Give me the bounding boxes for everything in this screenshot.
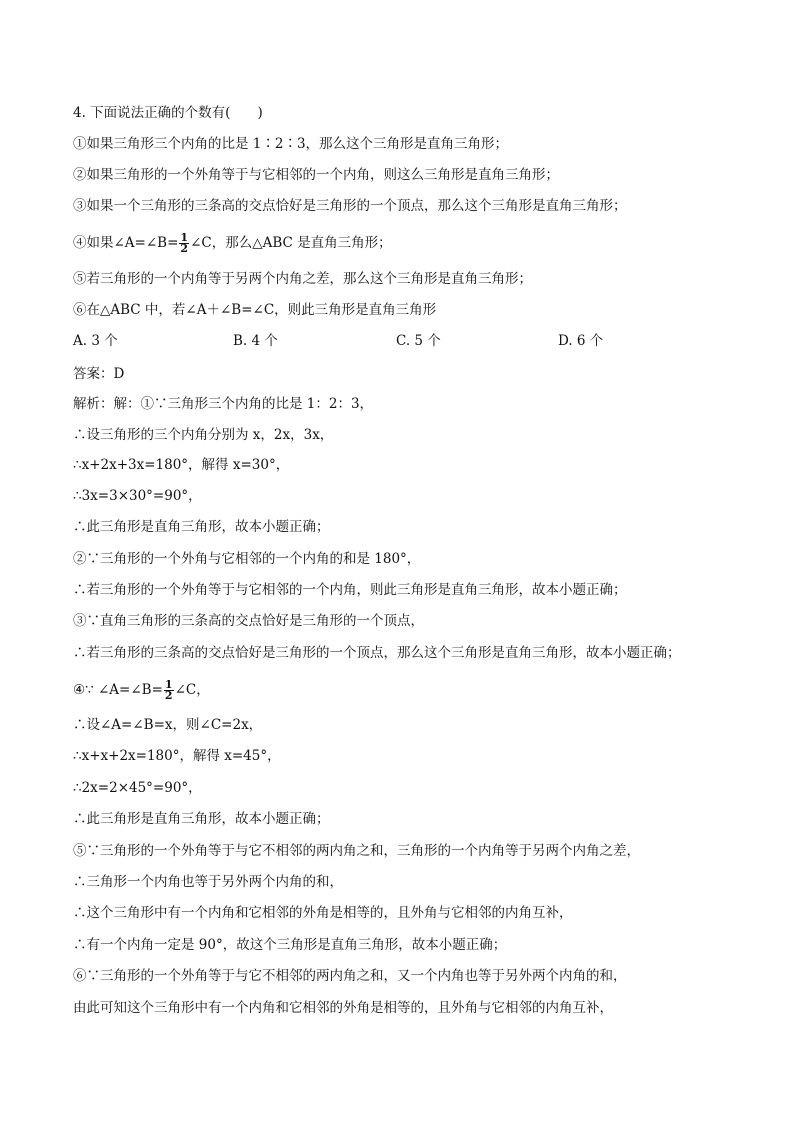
statement-6: ⑥在△ABC 中，若∠A＋∠B=∠C，则此三角形是直角三角形 xyxy=(73,302,437,318)
analysis-line-4: ∴3x=3×30°=90°， xyxy=(73,488,202,504)
statement-4-equation: ∠A=∠B= xyxy=(113,235,179,251)
fraction-denominator-2: 2 xyxy=(164,689,173,702)
statement-1: ①如果三角形三个内角的比是 1∶2∶3，那么这个三角形是直角三角形； xyxy=(73,136,509,152)
analysis-line-16: ∴三角形一个内角也等于另外两个内角的和， xyxy=(73,874,343,890)
analysis-line-9: ∴若三角形的三条高的交点恰好是三角形的一个顶点，那么这个三角形是直角三角形，故本小题正确； xyxy=(73,645,681,661)
analysis-line-20: 由此可知这个三角形中有一个内角和它相邻的外角是相等的，且外角与它相邻的内角互补， xyxy=(73,1000,613,1016)
fraction-denominator: 2 xyxy=(180,242,189,255)
analysis-line-2: ∴设三角形的三个内角分别为 x，2x，3x， xyxy=(73,427,334,443)
analysis-line-7: ∴若三角形的一个外角等于与它相邻的一个内角，则此三角形是直角三角形，故本小题正确； xyxy=(73,582,627,598)
statement-5: ⑤若三角形的一个内角等于另两个内角之差，那么这个三角形是直角三角形； xyxy=(73,271,532,287)
option-d: D. 6 个 xyxy=(558,333,604,349)
analysis-line-10 xyxy=(73,680,210,701)
statement-2: ②如果三角形的一个外角等于与它相邻的一个内角，则这么三角形是直角三角形； xyxy=(73,167,559,183)
analysis-line-8: ③∵直角三角形的三条高的交点恰好是三角形的一个顶点， xyxy=(73,613,424,629)
fraction-half-2 xyxy=(164,680,174,701)
fraction-numerator-2: 1 xyxy=(164,678,173,691)
analysis-line-14: ∴此三角形是直角三角形，故本小题正确； xyxy=(73,811,330,827)
analysis-line-18: ∴有一个内角一定是 90°，故这个三角形是直角三角形，故本小题正确； xyxy=(73,937,507,953)
answer-line: 答案：D xyxy=(73,366,125,382)
question-stem: 4. 下面说法正确的个数有( ) xyxy=(73,105,263,121)
analysis-line-12: ∴x+x+2x=180°，解得 x=45°， xyxy=(73,748,281,764)
statement-3: ③如果一个三角形的三条高的交点恰好是三角形的一个顶点，那么这个三角形是直角三角形； xyxy=(73,198,627,214)
fraction-half xyxy=(179,233,189,254)
option-c: C. 5 个 xyxy=(396,333,441,349)
statement-4-suffix: ∠C，那么△ABC 是直角三角形； xyxy=(190,235,392,251)
statement-4 xyxy=(73,233,392,254)
analysis-line-6: ②∵三角形的一个外角与它相邻的一个内角的和是 180°， xyxy=(73,551,421,567)
analysis-line-10-prefix: ④∵ ∠A=∠B= xyxy=(73,682,163,698)
option-b: B. 4 个 xyxy=(233,333,278,349)
fraction-numerator: 1 xyxy=(180,231,189,244)
analysis-line-3: ∴x+2x+3x=180°，解得 x=30°， xyxy=(73,457,290,473)
analysis-line-13: ∴2x=2×45°=90°， xyxy=(73,780,202,796)
analysis-line-1: 解析：解：①∵三角形三个内角的比是 1：2：3， xyxy=(73,396,374,412)
statement-4-prefix: ④如果 xyxy=(73,235,114,251)
analysis-line-5: ∴此三角形是直角三角形，故本小题正确； xyxy=(73,519,330,535)
analysis-line-10-suffix: ∠C， xyxy=(174,682,210,698)
analysis-line-19: ⑥∵三角形的一个外角等于与它不相邻的两内角之和，又一个内角也等于另外两个内角的和， xyxy=(73,968,627,984)
analysis-line-17: ∴这个三角形中有一个内角和它相邻的外角是相等的，且外角与它相邻的内角互补， xyxy=(73,905,573,921)
analysis-line-15: ⑤∵三角形的一个外角等于与它不相邻的两内角之和，三角形的一个内角等于另两个内角之差， xyxy=(73,843,640,859)
option-a: A. 3 个 xyxy=(73,333,118,349)
analysis-line-11: ∴设∠A=∠B=x，则∠C=2x， xyxy=(73,717,263,733)
